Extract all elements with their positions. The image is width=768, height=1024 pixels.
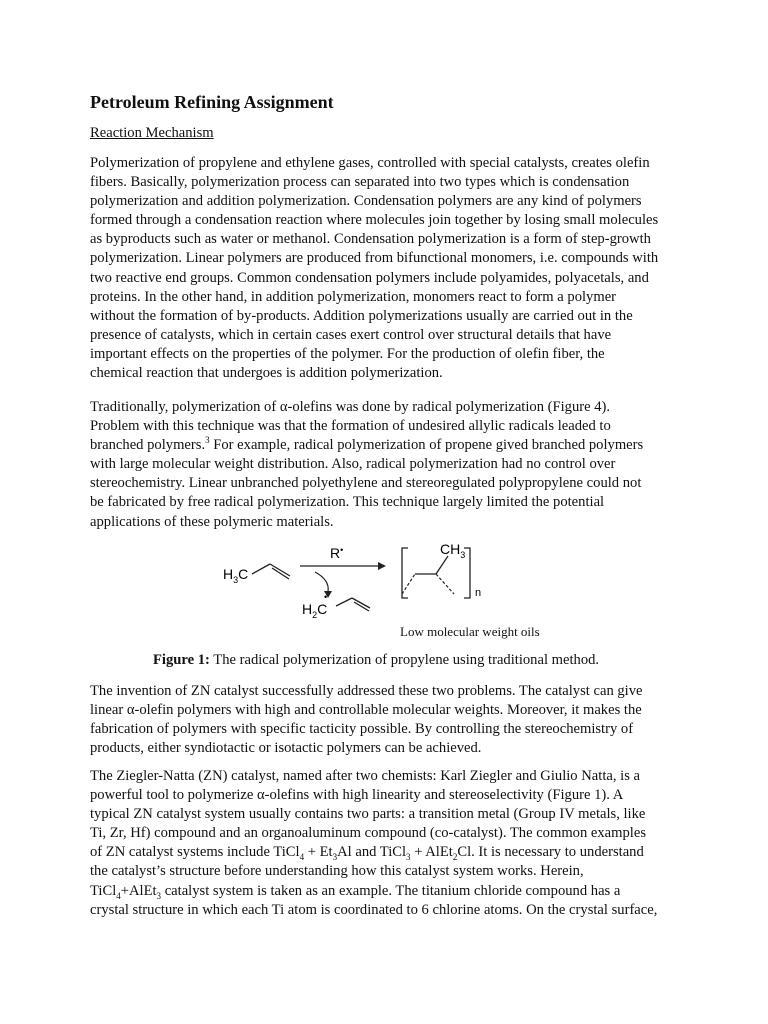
text-line: Problem with this technique was that the formation of undesired allylic radicals leaded to [90, 418, 611, 435]
text-line [90, 882, 670, 901]
text-line: be fabricated by free radical polymerization. This technique largely limited the potential [90, 494, 605, 511]
subscript: 3 [332, 852, 338, 863]
reaction-scheme-figure [90, 536, 690, 646]
h2c-radical-label: $H_2C$ [302, 601, 328, 620]
text-run: TiCl [90, 882, 117, 899]
text-run: Al and TiCl [337, 844, 407, 861]
text-run: catalyst system is taken as an example. The titanium chloride compound has a [161, 882, 621, 899]
text-line: powerful tool to polymerize α-olefins with high linearity and stereoselectivity (Figure 1). A [90, 787, 624, 804]
paragraph-polymerization-types [90, 154, 670, 383]
figure-caption-text: The radical polymerization of propylene using traditional method. [209, 652, 600, 668]
text-line: Polymerization of propylene and ethylene gases, controlled with special catalysts, creates olefin [90, 155, 650, 171]
curved-arrow [315, 572, 328, 592]
text-line: proteins. In the other hand, in addition polymerization, monomers react to form a polymer [90, 288, 617, 305]
citation-superscript: 3 [205, 435, 210, 446]
text-run: + Et [304, 844, 333, 861]
text-run: Cl. It is necessary to understand [457, 844, 644, 861]
text-line: two reactive end groups. Common condensation polymers include polyamides, polyacetals, and [90, 269, 649, 286]
radical-dot: • [324, 592, 328, 602]
bond-line [436, 556, 448, 574]
text-line [90, 436, 670, 455]
left-bracket [402, 548, 408, 598]
text-run: +AlEt [120, 882, 157, 899]
arrow-head [378, 562, 386, 570]
text-line: fibers. Basically, polymerization process can separated into two types which is condensation [90, 174, 630, 191]
paragraph-zn-invention [90, 682, 670, 758]
text-line: with large molecular weight distribution. Also, radical polymerization had no control over [90, 456, 616, 473]
paragraph-ziegler-natta [90, 767, 670, 920]
text-line: chemical reaction that undergoes is addition polymerization. [90, 365, 443, 382]
text-line: products, either syndiotactic or isotactic polymers can be achieved. [90, 740, 482, 757]
text-line: typical ZN catalyst system usually contains two parts: a transition metal (Group IV metals, like [90, 806, 646, 823]
subscript: 4 [116, 890, 121, 901]
text-line: Traditionally, polymerization of α-olefins was done by radical polymerization (Figure 4). [90, 399, 611, 415]
h3c-label: $H_3C$ [223, 566, 249, 585]
text-line: as byproducts such as water or methanol. Condensation polymerization is a form of step-growth [90, 231, 651, 248]
text-run: of ZN catalyst systems include TiCl [90, 844, 300, 861]
text-line: without the formation of by-products. Addition polymerizations usually are carried out in the [90, 307, 633, 324]
paragraph-radical-polymerization [90, 398, 670, 532]
text-line: polymerization and addition polymerization. Condensation polymers are any kind of polymers [90, 193, 642, 210]
bond-line [336, 598, 352, 606]
text-line: crystal structure in which each Ti atom is coordinated to 6 chlorine atoms. On the crystal surface, [90, 901, 658, 918]
text-line: linear α-olefin polymers with high and controllable molecular weights. Moreover, it makes the [90, 702, 642, 719]
text-line: fabrication of polymers with specific tacticity possible. By controlling the stereochemistry of [90, 721, 634, 738]
text-line: formed through a condensation reaction where molecules join together by losing small molecules [90, 212, 659, 229]
radical-initiator-label: R• [330, 545, 344, 561]
document-title: Petroleum Refining Assignment [90, 92, 334, 112]
section-heading: Reaction Mechanism [90, 125, 214, 141]
reaction-scheme-drawing [90, 536, 690, 626]
text-line: important effects on the properties of the polymer. For the production of olefin fiber, the [90, 345, 605, 362]
text-line: Ti, Zr, Hf) compound and an organoaluminum compound (co-catalyst). The common examples [90, 825, 647, 842]
dashed-bond [436, 574, 454, 594]
ch3-label: $CH_3$ [440, 541, 466, 560]
text-line: applications of these polymeric materials. [90, 513, 334, 530]
figure-sublabel: Low molecular weight oils [400, 624, 540, 639]
subscript: 2 [452, 852, 458, 863]
text-run: branched polymers. [90, 437, 206, 454]
text-line: The invention of ZN catalyst successfully addressed these two problems. The catalyst can give [90, 683, 643, 699]
subscript: 4 [299, 852, 305, 863]
text-line: the catalyst’s structure before understanding how this catalyst system works. Herein, [90, 863, 584, 880]
figure-caption [153, 652, 599, 669]
dashed-bond [402, 574, 415, 594]
bond-line [270, 564, 290, 576]
subscript: 3 [156, 890, 162, 901]
repeat-subscript-n: n [475, 587, 482, 599]
text-run: For example, radical polymerization of propene gived branched polymers [209, 437, 644, 454]
bond-line [252, 564, 270, 574]
text-line: presence of catalysts, which in certain cases exert control over structural details that have [90, 326, 612, 343]
text-line: The Ziegler-Natta (ZN) catalyst, named after two chemists: Karl Ziegler and Giulio Natta, is a [90, 768, 641, 784]
subscript: 3 [406, 852, 411, 863]
figure-caption-label: Figure 1: [153, 652, 210, 668]
text-line: stereochemistry. Linear unbranched polyethylene and stereoregulated polypropylene could not [90, 475, 642, 492]
text-line [90, 843, 670, 862]
text-run: + AlEt [410, 844, 453, 861]
text-line: polymerization. Linear polymers are produced from bifunctional monomers, i.e. compounds with [90, 250, 659, 267]
